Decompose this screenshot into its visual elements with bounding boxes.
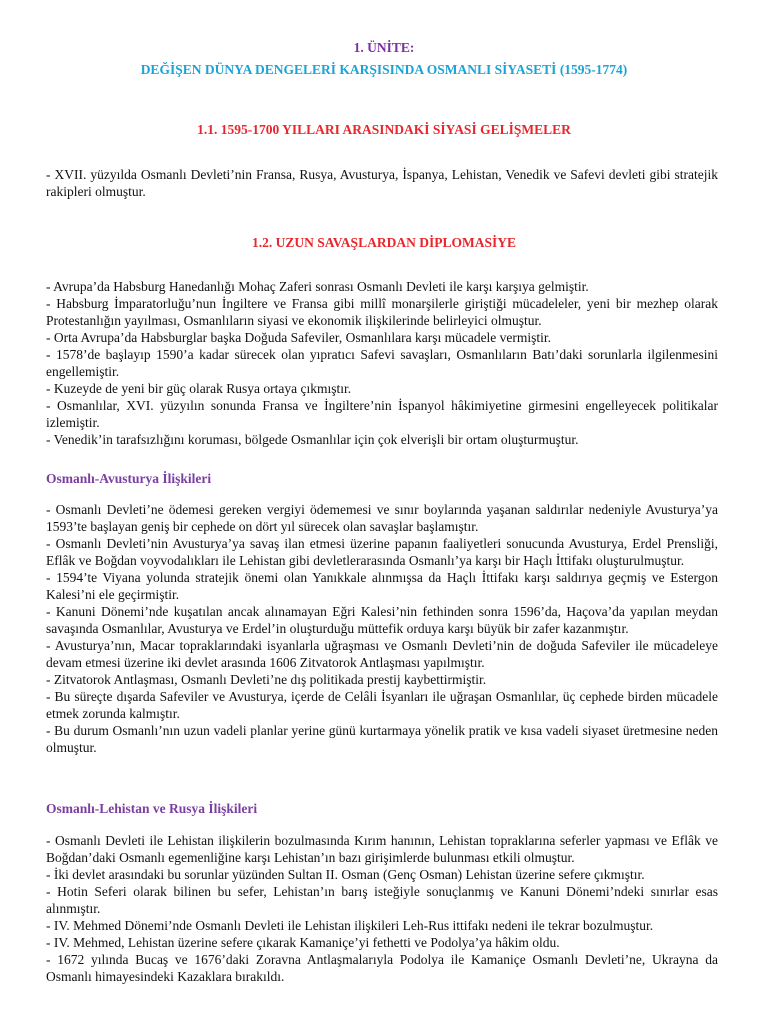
- section-1-body: [46, 166, 718, 200]
- subsection-1-body: [46, 501, 718, 756]
- paragraph: - Venedik’in tarafsızlığını koruması, bölgede Osmanlılar için çok elverişli bir ortam oluşturmuştur.: [46, 432, 579, 447]
- paragraph: - Avusturya’nın, Macar topraklarındaki isyanlarla uğraşması ve Osmanlı Devleti’nin de doğuda Safeviler ile mücadeleye devam etmesi üzerine iki devlet arasında 1606 Zitvatorok Antlaşması yapılmıştır.: [46, 638, 718, 670]
- paragraph: - Hotin Seferi olarak bilinen bu sefer, Lehistan’ın barış isteğiyle sonuçlanmış ve Kanuni Dönemi’ndeki sınırlar esas alınmıştır.: [46, 884, 718, 916]
- paragraph: - Osmanlı Devleti’ne ödemesi gereken vergiyi ödememesi ve sınır boylarında yaşanan saldırılar nedeniyle Avusturya’ya 1593’te başlayan geniş bir cephede on dört yıl sürecek olan savaşlar başlamıştır.: [46, 502, 718, 534]
- paragraph: - Bu süreçte dışarda Safeviler ve Avusturya, içerde de Celâli İsyanları ile uğraşan Osmanlılar, üç cephede birden mücadele etmek zorunda kalmıştır.: [46, 689, 718, 721]
- paragraph: - İki devlet arasındaki bu sorunlar yüzünden Sultan II. Osman (Genç Osman) Lehistan üzerine sefere çıkmıştır.: [46, 867, 645, 882]
- paragraph: - 1578’de başlayıp 1590’a kadar sürecek olan yıpratıcı Safevi savaşları, Osmanlıların Batı’daki sorunlarla ilgilenmesini engellemiştir.: [46, 347, 718, 379]
- paragraph: - Habsburg İmparatorluğu’nun İngiltere ve Fransa gibi millî monarşilerle giriştiği mücadeleler, yeni bir mezhep olarak Protestanlığın yayılması, Osmanlıların siyasi ve ekonomik ilişkilerinde belirleyici olmuştur.: [46, 296, 718, 328]
- paragraph: - Osmanlı Devleti’nin Avusturya’ya savaş ilan etmesi üzerine papanın faaliyetleri sonucunda Avusturya, Erdel Prensliği, Eflâk ve Boğdan voyvodalıkları ile Lehistan gibi devletlerarasında Osmanlı’ya karşı bir Haçlı İttifakı oluşturulmuştur.: [46, 536, 718, 568]
- paragraph: - Kanuni Dönemi’nde kuşatılan ancak alınamayan Eğri Kalesi’nin fethinden sonra 1596’da, Haçova’da yapılan meydan savaşında Osmanlılar, Avusturya ve Erdel’in oluşturduğu müttefik orduya karşı büyük bir zafer kazanmıştır.: [46, 604, 718, 636]
- subsection-2-title: Osmanlı-Lehistan ve Rusya İlişkileri: [46, 801, 258, 816]
- paragraph: - Osmanlılar, XVI. yüzyılın sonunda Fransa ve İngiltere’nin İspanyol hâkimiyetine girmesini engelleyecek politikalar izlemiştir.: [46, 398, 718, 430]
- paragraph: - Orta Avrupa’da Habsburglar başka Doğuda Safeviler, Osmanlılara karşı mücadele vermiştir.: [46, 330, 552, 345]
- subsection-1-title: Osmanlı-Avusturya İlişkileri: [46, 471, 212, 486]
- paragraph: - Zitvatorok Antlaşması, Osmanlı Devleti’ne dış politikada prestij kaybettirmiştir.: [46, 672, 487, 687]
- paragraph: - IV. Mehmed, Lehistan üzerine sefere çıkarak Kamaniçe’yi fethetti ve Podolya’ya hâkim oldu.: [46, 935, 560, 950]
- paragraph: - Osmanlı Devleti ile Lehistan ilişkilerin bozulmasında Kırım hanının, Lehistan topraklarına seferler yapması ve Eflâk ve Boğdan’daki Osmanlı egemenliğine karşı Lehistan’ın bazı girişimlerde bulunması etkili olmuştur.: [46, 833, 718, 865]
- paragraph: - 1672 yılında Bucaş ve 1676’daki Zoravna Antlaşmalarıyla Podolya ile Kamaniçe Osmanlı Devleti’ne, Ukrayna da Osmanlı himayesindeki Kazaklara bırakıldı.: [46, 952, 718, 984]
- paragraph: - 1594’te Viyana yolunda stratejik önemi olan Yanıkkale alınmışsa da Haçlı İttifakı karşı saldırıya geçmiş ve Estergon Kalesi’ni ele geçirmiştir.: [46, 570, 718, 602]
- section-1-title: 1.1. 1595-1700 YILLARI ARASINDAKİ SİYASİ GELİŞMELER: [197, 122, 571, 137]
- paragraph: - XVII. yüzyılda Osmanlı Devleti’nin Fransa, Rusya, Avusturya, İspanya, Lehistan, Venedik ve Safevi devleti gibi stratejik rakipleri olmuştur.: [46, 167, 718, 199]
- paragraph: - IV. Mehmed Dönemi’nde Osmanlı Devleti ile Lehistan ilişkileri Leh-Rus ittifakı nedeni ile tekrar bozulmuştur.: [46, 918, 654, 933]
- subsection-2-body: [46, 832, 718, 985]
- paragraph: - Bu durum Osmanlı’nın uzun vadeli planlar yerine günü kurtarmaya yönelik pratik ve kısa vadeli siyaset üretmesine neden olmuştur.: [46, 723, 718, 755]
- unit-subtitle: DEĞİŞEN DÜNYA DENGELERİ KARŞISINDA OSMANLI SİYASETİ (1595-1774): [140, 62, 628, 77]
- paragraph: - Kuzeyde de yeni bir güç olarak Rusya ortaya çıkmıştır.: [46, 381, 352, 396]
- section-2-title: 1.2. UZUN SAVAŞLARDAN DİPLOMASİYE: [252, 235, 516, 250]
- section-2-body: [46, 278, 718, 448]
- paragraph: - Avrupa’da Habsburg Hanedanlığı Mohaç Zaferi sonrası Osmanlı Devleti ile karşı karşıya gelmiştir.: [46, 279, 589, 294]
- unit-title: 1. ÜNİTE:: [353, 40, 415, 55]
